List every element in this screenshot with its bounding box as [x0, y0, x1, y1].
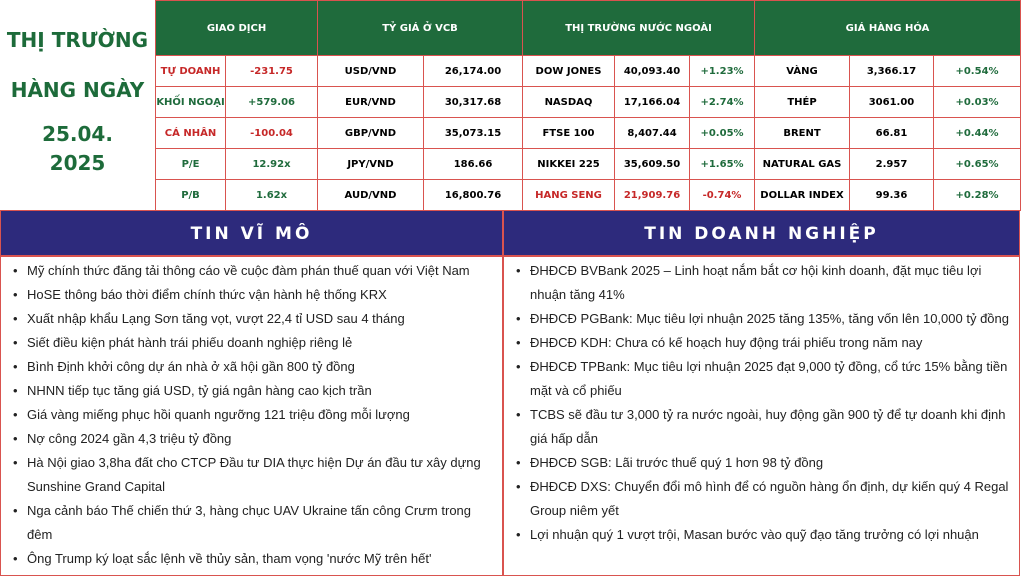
exchange-rate: 35,073.15 [424, 118, 523, 149]
percent-change: +0.54% [934, 56, 1021, 87]
news-item: • Siết điều kiện phát hành trái phiếu doanh nghiệp riêng lẻ [13, 331, 496, 355]
row-value: +579.06 [226, 87, 318, 118]
row-value: 12.92x [226, 149, 318, 180]
table-row [318, 118, 523, 149]
commodity-name: BRENT [755, 118, 850, 149]
row-label: CÁ NHÂN [156, 118, 226, 149]
news-item: • NHNN tiếp tục tăng giá USD, tỷ giá ngân hàng cao kịch trần [13, 379, 496, 403]
trading-table-header: GIAO DỊCH [156, 1, 318, 56]
row-label: P/E [156, 149, 226, 180]
price-value: 3061.00 [850, 87, 934, 118]
percent-change: +0.28% [934, 180, 1021, 211]
index-name: NASDAQ [523, 87, 615, 118]
news-item: • Mỹ chính thức đăng tải thông cáo về cuộc đàm phán thuế quan với Việt Nam [13, 259, 496, 283]
exchange-rate-table [317, 0, 523, 211]
row-label: P/B [156, 180, 226, 211]
table-row [755, 87, 1021, 118]
price-value: 3,366.17 [850, 56, 934, 87]
commodity-name: NATURAL GAS [755, 149, 850, 180]
price-value: 99.36 [850, 180, 934, 211]
news-item: • Hà Nội giao 3,8ha đất cho CTCP Đầu tư DIA thực hiện Dự án đầu tư xây dựng Sunshine Grand Capital [13, 451, 496, 499]
table-row [156, 56, 318, 87]
price-value: 35,609.50 [615, 149, 690, 180]
table-row [156, 118, 318, 149]
percent-change: +2.74% [690, 87, 755, 118]
table-row [523, 149, 755, 180]
news-item: • ĐHĐCĐ DXS: Chuyển đổi mô hình để có nguồn hàng ổn định, dự kiến quý 4 Regal Group niêm yết [516, 475, 1013, 523]
row-value: 1.62x [226, 180, 318, 211]
exchange-rate: 30,317.68 [424, 87, 523, 118]
currency-pair: JPY/VND [318, 149, 424, 180]
currency-pair: GBP/VND [318, 118, 424, 149]
commodity-name: THÉP [755, 87, 850, 118]
row-value: -100.04 [226, 118, 318, 149]
index-name: DOW JONES [523, 56, 615, 87]
macro-news-list [1, 257, 502, 571]
table-row [318, 87, 523, 118]
macro-news-panel [0, 256, 503, 576]
table-row [523, 56, 755, 87]
commodity-name: VÀNG [755, 56, 850, 87]
index-name: HANG SENG [523, 180, 615, 211]
business-news-header: TIN DOANH NGHIỆP [503, 210, 1020, 256]
currency-pair: AUD/VND [318, 180, 424, 211]
news-item: • TCBS sẽ đầu tư 3,000 tỷ ra nước ngoài, huy động gần 900 tỷ để tự doanh khi định giá hấp dẫn [516, 403, 1013, 451]
percent-change: +0.65% [934, 149, 1021, 180]
news-item: • ĐHĐCĐ TPBank: Mục tiêu lợi nhuận 2025 đạt 9,000 tỷ đồng, cổ tức 15% bằng tiền mặt và cổ phiếu [516, 355, 1013, 403]
news-item: • Giá vàng miếng phục hồi quanh ngưỡng 121 triệu đồng mỗi lượng [13, 403, 496, 427]
percent-change: +0.05% [690, 118, 755, 149]
row-label: TỰ DOANH [156, 56, 226, 87]
exchange-rate: 26,174.00 [424, 56, 523, 87]
table-row [318, 56, 523, 87]
price-value: 17,166.04 [615, 87, 690, 118]
table-row [523, 87, 755, 118]
news-item: • ĐHĐCĐ PGBank: Mục tiêu lợi nhuận 2025 tăng 135%, tăng vốn lên 10,000 tỷ đồng [516, 307, 1013, 331]
currency-pair: EUR/VND [318, 87, 424, 118]
brand-title-line1: THỊ TRƯỜNG [6, 28, 149, 52]
table-row [156, 180, 318, 211]
percent-change: -0.74% [690, 180, 755, 211]
currency-pair: USD/VND [318, 56, 424, 87]
table-row [523, 118, 755, 149]
commodity-name: DOLLAR INDEX [755, 180, 850, 211]
news-item: • HoSE thông báo thời điểm chính thức vận hành hệ thống KRX [13, 283, 496, 307]
table-row [318, 180, 523, 211]
commodity-table-header: GIÁ HÀNG HÓA [755, 1, 1021, 56]
table-row [523, 180, 755, 211]
price-value: 2.957 [850, 149, 934, 180]
business-news-list [504, 257, 1019, 547]
foreign-market-table [522, 0, 755, 211]
percent-change: +1.65% [690, 149, 755, 180]
percent-change: +1.23% [690, 56, 755, 87]
report-date-year: 2025 [49, 151, 106, 175]
index-name: FTSE 100 [523, 118, 615, 149]
macro-news-header: TIN VĨ MÔ [0, 210, 503, 256]
price-value: 66.81 [850, 118, 934, 149]
business-news-panel [503, 256, 1020, 576]
price-value: 8,407.44 [615, 118, 690, 149]
commodity-table [754, 0, 1021, 211]
exchange-rate-table-header: TỶ GIÁ Ở VCB [318, 1, 523, 56]
news-item: • Xuất nhập khẩu Lạng Sơn tăng vọt, vượt 22,4 tỉ USD sau 4 tháng [13, 307, 496, 331]
exchange-rate: 16,800.76 [424, 180, 523, 211]
foreign-market-table-header: THỊ TRƯỜNG NƯỚC NGOÀI [523, 1, 755, 56]
table-row [156, 87, 318, 118]
table-row [755, 180, 1021, 211]
table-row [755, 149, 1021, 180]
news-item: • Nợ công 2024 gần 4,3 triệu tỷ đồng [13, 427, 496, 451]
percent-change: +0.03% [934, 87, 1021, 118]
trading-table [155, 0, 318, 211]
news-item: • Bình Định khởi công dự án nhà ở xã hội gần 800 tỷ đồng [13, 355, 496, 379]
row-label: KHỐI NGOẠI [156, 87, 226, 118]
table-row [755, 118, 1021, 149]
table-row [318, 149, 523, 180]
price-value: 40,093.40 [615, 56, 690, 87]
table-row [755, 56, 1021, 87]
exchange-rate: 186.66 [424, 149, 523, 180]
price-value: 21,909.76 [615, 180, 690, 211]
news-item: • ĐHĐCĐ KDH: Chưa có kế hoạch huy động trái phiếu trong năm nay [516, 331, 1013, 355]
brand-title-line2: HÀNG NGÀY [10, 78, 145, 102]
news-item: • ĐHĐCĐ SGB: Lãi trước thuế quý 1 hơn 98 tỷ đồng [516, 451, 1013, 475]
news-item: • Ông Trump ký loạt sắc lệnh về thủy sản, tham vọng 'nước Mỹ trên hết' [13, 547, 496, 571]
index-name: NIKKEI 225 [523, 149, 615, 180]
news-item: • Nga cảnh báo Thế chiến thứ 3, hàng chục UAV Ukraine tấn công Crưm trong đêm [13, 499, 496, 547]
brand-block [0, 0, 155, 210]
row-value: -231.75 [226, 56, 318, 87]
news-item: • Lợi nhuận quý 1 vượt trội, Masan bước vào quỹ đạo tăng trưởng có lợi nhuận [516, 523, 1013, 547]
report-date-day-month: 25.04. [42, 122, 113, 146]
news-item: • ĐHĐCĐ BVBank 2025 – Linh hoạt nắm bắt cơ hội kinh doanh, đặt mục tiêu lợi nhuận tăng 41% [516, 259, 1013, 307]
table-row [156, 149, 318, 180]
percent-change: +0.44% [934, 118, 1021, 149]
